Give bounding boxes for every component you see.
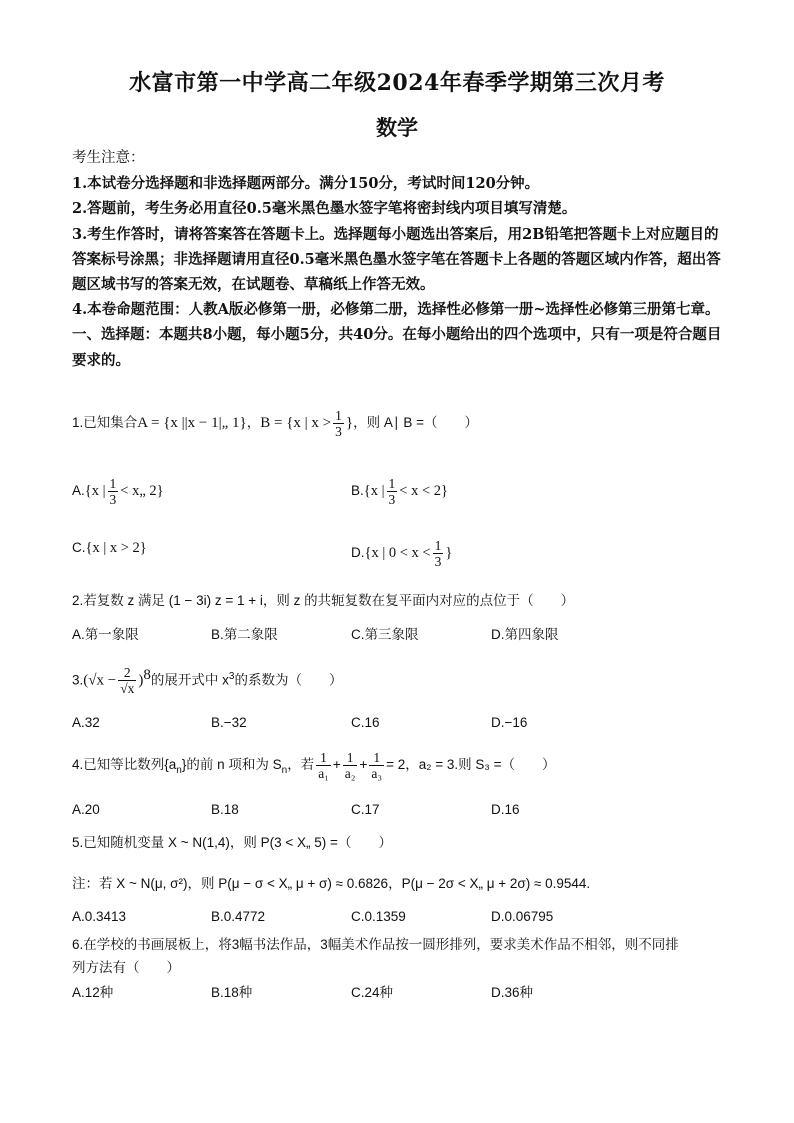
option-a: A.第一象限 <box>72 627 139 642</box>
notice-item: 4.本卷命题范围：人教A版必修第一册，必修第二册，选择性必修第一册~选择性必修第三册第七章。 <box>72 301 720 319</box>
question-5: 5.已知随机变量 X ~ N(1,4)，则 P(3 < X„ 5) =（ ） <box>72 835 392 850</box>
option-c: C.{x | x > 2} <box>72 540 147 556</box>
exam-notice <box>72 146 724 373</box>
fraction: $\frac{1}{3}$ <box>335 408 342 439</box>
option-c: C.第三象限 <box>351 627 419 642</box>
exam-title: 水富市第一中学高二年级2024年春季学期第三次月考 <box>129 70 665 96</box>
fraction: $\frac{2}{√x}$ <box>120 665 135 697</box>
fraction: $\frac{1}{\text{a₃}}$ <box>371 750 383 781</box>
option-b: B.第二象限 <box>211 627 278 642</box>
option-b: B.{x | $\frac{1}{3}$ < x < 2} <box>351 476 448 507</box>
option-c: C.16 <box>351 715 380 730</box>
option-c: C.17 <box>351 802 380 817</box>
notice-item: 1.本试卷分选择题和非选择题两部分。满分150分，考试时间120分钟。 <box>72 175 540 193</box>
option-c: C.0.1359 <box>351 909 406 924</box>
fraction: $\frac{1}{\text{a₂}}$ <box>344 750 356 781</box>
option-b: B.−32 <box>211 715 247 730</box>
option-a: A.32 <box>72 715 100 730</box>
option-c: C.24种 <box>351 985 394 1000</box>
fraction: $\frac{1}{3}$ <box>109 476 117 507</box>
option-b: B.0.4772 <box>211 909 266 924</box>
option-d: D.第四象限 <box>491 627 559 642</box>
question-6: 6.在学校的书画展板上，将3幅书法作品，3幅美术作品按一圆形排列，要求美术作品不相邻，则不同排 <box>72 937 679 952</box>
notice-head: 考生注意： <box>72 150 145 166</box>
question-1: 1.已知集合A = {x ||x − 1|„ 1}，B = {x | x > $\frac{1}{3}$ }，则 A∣ B =（ ） <box>72 408 479 439</box>
notice-item: 3.考生作答时，请将答案答在答题卡上。选择题每小题选出答案后，用2B铅笔把答题卡上对应题目的答案标号涂黑；非选择题请用直径0.5毫米黑色墨水签字笔在答题卡上各题的答题区域内作答，超出答题区域书写的答案无效，在试题卷、草稿纸上作答无效。 <box>72 225 721 294</box>
option-a: A.20 <box>72 802 100 817</box>
question-2: 2.若复数 z 满足 (1 − 3i) z = 1 + i，则 z 的共轭复数在复平面内对应的点位于（ ） <box>72 593 575 608</box>
fraction: $\frac{1}{\text{a₁}}$ <box>318 750 329 781</box>
section-heading: 一、选择题：本题共8小题，每小题5分，共40分。在每小题给出的四个选项中，只有一项是符合题目要求的。 <box>72 326 722 369</box>
subject-title: 数学 <box>376 115 418 140</box>
question-3: 3.(√x − $\frac{2}{√x}$ )$^8$的展开式中 $x^3$的系数为（ ） <box>72 665 343 697</box>
question-4: 4.已知等比数列$\{a_n\}$的前 n 项和为 $S_n$，若 $\frac{1}{\text{a₁}}$ + $\frac{1}{\text{a₂}}$ + $\frac{1}{\text{a₃}}$ = 2，a₂ = 3.则 S₃ =（ ） <box>72 750 556 781</box>
option-a: A.12种 <box>72 985 114 1000</box>
option-d: D.0.06795 <box>491 909 554 924</box>
notice-item: 2.答题前，考生务必用直径0.5毫米黑色墨水签字笔将密封线内项目填写清楚。 <box>72 200 577 218</box>
option-b: B.18 <box>211 802 239 817</box>
fraction: $\frac{1}{3}$ <box>388 476 396 507</box>
option-d: D.36种 <box>491 985 534 1000</box>
option-a: A.0.3413 <box>72 909 127 924</box>
option-b: B.18种 <box>211 985 253 1000</box>
question-6-cont: 列方法有（ ） <box>72 960 180 975</box>
option-a: A.{x | $\frac{1}{3}$ < x„ 2} <box>72 476 164 507</box>
option-d: D.{x | 0 < x < $\frac{1}{3}$ } <box>351 538 453 569</box>
option-d: D.−16 <box>491 715 528 730</box>
option-d: D.16 <box>491 802 520 817</box>
fraction: $\frac{1}{3}$ <box>434 538 442 569</box>
question-5-note: 注：若 X ~ N(μ, σ²)，则 P(μ − σ < X„ μ + σ) ≈ 0.6826，P(μ − 2σ < X„ μ + 2σ) ≈ 0.9544. <box>72 876 591 891</box>
